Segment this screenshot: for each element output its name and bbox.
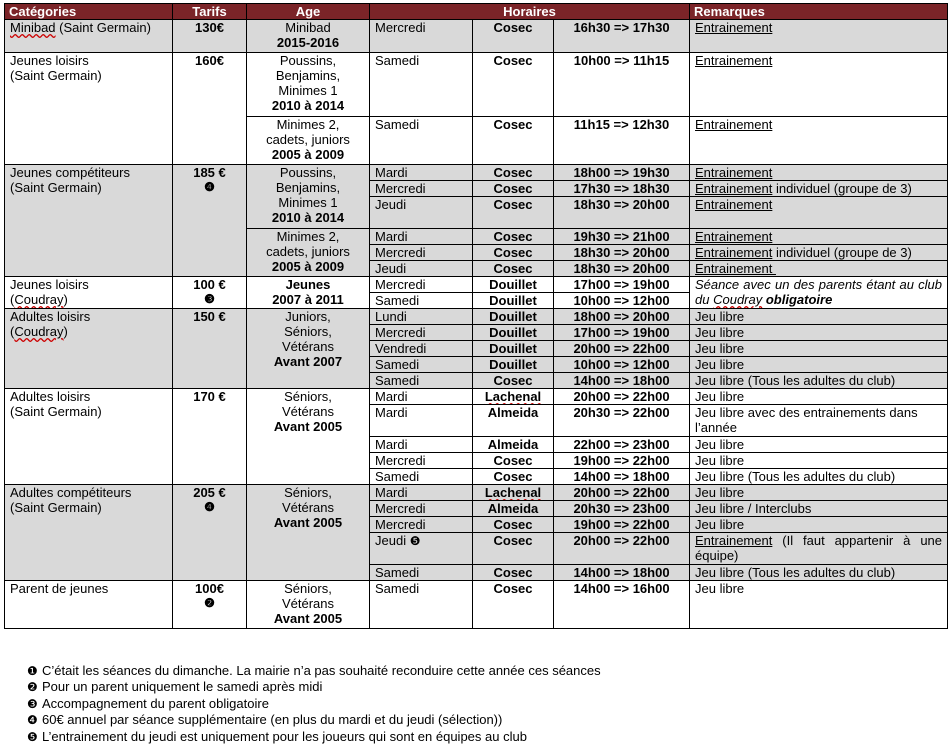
- remark-cell: Jeu libre: [690, 389, 948, 405]
- day-cell: Mercredi: [370, 453, 473, 469]
- remark-cell: Jeu libre: [690, 485, 948, 501]
- age-cell: [247, 581, 370, 629]
- category-cell: Jeunes compétiteurs (Saint Germain): [5, 165, 173, 277]
- day-cell: Lundi: [370, 309, 473, 325]
- footnotes: [27, 663, 601, 745]
- tarif-cell: [173, 485, 247, 581]
- remark-cell: Jeu libre (Tous les adultes du club): [690, 373, 948, 389]
- category-paren: ): [63, 292, 68, 307]
- age-years: Avant 2007: [273, 354, 343, 369]
- footnote-text: C’était les séances du dimanche. La mairie n’a pas souhaité reconduire cette année ces séances: [42, 663, 601, 678]
- time-cell: 10h00 => 11h15: [554, 53, 690, 117]
- time-cell: 14h00 => 18h00: [554, 469, 690, 485]
- footnote-text: Pour un parent uniquement le samedi après midi: [42, 679, 323, 695]
- age-years: 2005 à 2009: [271, 147, 345, 162]
- place-cell: Cosec: [473, 565, 554, 581]
- remark-emphasis: obligatoire: [765, 292, 833, 307]
- age-cell: [247, 485, 370, 581]
- footnote-item: [27, 729, 601, 745]
- remark-underlined: Entrainement: [695, 533, 773, 548]
- place-cell: Cosec: [473, 117, 554, 165]
- remark-cell: Entrainement: [690, 117, 948, 165]
- tarif-value: 100 €: [193, 277, 226, 292]
- footnote-item: [27, 663, 601, 679]
- time-cell: 14h00 => 16h00: [554, 581, 690, 629]
- day-cell: Mardi: [370, 389, 473, 405]
- category-paren: ): [63, 324, 68, 339]
- remark-cell: Entrainement: [690, 197, 948, 229]
- time-cell: 10h00 => 12h00: [554, 357, 690, 373]
- time-cell: 10h00 => 12h00: [554, 293, 690, 309]
- note-4-icon: ❹: [204, 500, 215, 514]
- category-cell: Parent de jeunes: [5, 581, 173, 629]
- category-location: Coudray: [14, 292, 64, 307]
- place-cell: Almeida: [473, 437, 554, 453]
- day-cell: Samedi: [370, 293, 473, 309]
- category-cell: [5, 277, 173, 309]
- tarif-value: 185 €: [193, 165, 226, 180]
- footnote-item: [27, 712, 601, 728]
- day-cell: Samedi: [370, 565, 473, 581]
- age-years: Avant 2005: [273, 515, 343, 530]
- day-cell: Mercredi: [370, 181, 473, 197]
- age-cell: [247, 309, 370, 389]
- place-cell: Cosec: [473, 165, 554, 181]
- remark-cell: [690, 181, 948, 197]
- note-3-icon: ❸: [204, 292, 215, 306]
- tarif-value: 100€: [195, 581, 224, 596]
- place-cell: Cosec: [473, 469, 554, 485]
- remark-cell: Jeu libre: [690, 357, 948, 373]
- note-5-icon: ❺: [409, 534, 421, 548]
- header-row: [5, 4, 948, 20]
- table-row: [5, 53, 948, 117]
- tarif-cell: [173, 581, 247, 629]
- time-cell: 20h00 => 22h00: [554, 533, 690, 565]
- place-cell: Cosec: [473, 261, 554, 277]
- time-cell: 18h30 => 20h00: [554, 197, 690, 229]
- day-cell: Samedi: [370, 373, 473, 389]
- footnote-item: [27, 679, 601, 695]
- remark-cell: Jeu libre avec des entrainements dans l’année: [690, 405, 948, 437]
- place-cell: Almeida: [473, 405, 554, 437]
- remark-cell: Jeu libre: [690, 581, 948, 629]
- day-cell: Mercredi: [370, 277, 473, 293]
- day-cell: Vendredi: [370, 341, 473, 357]
- category-cell: Adultes loisirs (Saint Germain): [5, 389, 173, 485]
- note-3-icon: ❸: [27, 696, 38, 711]
- table-row: [5, 277, 948, 293]
- day-cell: Mardi: [370, 229, 473, 245]
- time-cell: 11h15 => 12h30: [554, 117, 690, 165]
- time-cell: 18h30 => 20h00: [554, 245, 690, 261]
- age-years: Avant 2005: [273, 419, 343, 434]
- time-cell: 22h00 => 23h00: [554, 437, 690, 453]
- category-name: Minibad: [10, 20, 56, 35]
- time-cell: 18h00 => 20h00: [554, 309, 690, 325]
- place-cell: Cosec: [473, 533, 554, 565]
- tarif-cell: [173, 165, 247, 277]
- place-cell: Douillet: [473, 277, 554, 293]
- remark-cell: Entrainement: [690, 165, 948, 181]
- footnote-text: L’entrainement du jeudi est uniquement pour les joueurs qui sont en équipes au club: [42, 728, 527, 744]
- header-age: Age: [247, 4, 370, 20]
- age-years: 2007 à 2011: [272, 292, 344, 307]
- time-cell: 19h00 => 22h00: [554, 453, 690, 469]
- time-cell: 20h00 => 22h00: [554, 341, 690, 357]
- table-row: [5, 389, 948, 405]
- age-groups: Minibad: [285, 20, 331, 35]
- schedule-table: [4, 3, 948, 629]
- place-cell: Lachenal: [473, 389, 554, 405]
- day-cell: Mercredi: [370, 20, 473, 53]
- age-years: 2005 à 2009: [271, 259, 345, 274]
- category-location: Coudray: [14, 324, 64, 339]
- header-horaires: Horaires: [370, 4, 690, 20]
- tarif-cell: 170 €: [173, 389, 247, 485]
- tarif-cell: 130€: [173, 20, 247, 53]
- remark-text: (Il faut appartenir à une équipe): [695, 533, 943, 563]
- age-years: 2010 à 2014: [271, 210, 345, 225]
- age-cell: [247, 117, 370, 165]
- place-cell: Cosec: [473, 53, 554, 117]
- header-remarques: Remarques: [690, 4, 948, 20]
- time-cell: 17h00 => 19h00: [554, 277, 690, 293]
- category-name: Adultes loisirs (: [10, 309, 91, 339]
- header-tarifs: Tarifs: [173, 4, 247, 20]
- age-years: Avant 2005: [273, 611, 343, 626]
- age-cell: [247, 277, 370, 309]
- remark-cell: Entrainement: [690, 20, 948, 53]
- category-location: (Saint Germain): [55, 20, 151, 35]
- remark-cell: Jeu libre (Tous les adultes du club): [690, 469, 948, 485]
- table-row: [5, 309, 948, 325]
- age-groups: Minimes 2, cadets, juniors: [266, 117, 350, 147]
- place-cell: Cosec: [473, 245, 554, 261]
- age-groups: Séniors, Vétérans: [281, 389, 335, 419]
- time-cell: 20h00 => 22h00: [554, 389, 690, 405]
- note-4-icon: ❹: [204, 180, 215, 194]
- day-cell: Mardi: [370, 165, 473, 181]
- remark-cell: Entrainement: [690, 229, 948, 245]
- time-cell: 17h00 => 19h00: [554, 325, 690, 341]
- age-groups: Minimes 2, cadets, juniors: [266, 229, 350, 259]
- day-label: Jeudi: [375, 533, 407, 548]
- remark-cell: Jeu libre: [690, 453, 948, 469]
- age-cell: [247, 389, 370, 485]
- day-cell: Samedi: [370, 357, 473, 373]
- age-cell: [247, 53, 370, 117]
- footnote-text: 60€ annuel par séance supplémentaire (en plus du mardi et du jeudi (sélection)): [42, 712, 503, 728]
- remark-cell: Jeu libre: [690, 325, 948, 341]
- day-cell: Mercredi: [370, 245, 473, 261]
- day-cell: Mardi: [370, 405, 473, 437]
- note-1-icon: ❶: [27, 664, 38, 678]
- time-cell: 19h00 => 22h00: [554, 517, 690, 533]
- place-cell: Almeida: [473, 501, 554, 517]
- day-cell: Mercredi: [370, 501, 473, 517]
- day-cell: Mardi: [370, 437, 473, 453]
- place-cell: Cosec: [473, 581, 554, 629]
- day-cell: [370, 533, 473, 565]
- remark-underlined: Entrainement: [695, 181, 773, 196]
- age-groups: Séniors, Vétérans: [281, 581, 335, 611]
- age-groups: Séniors, Vétérans: [281, 485, 335, 515]
- age-groups: Poussins, Benjamins, Minimes 1: [275, 165, 341, 210]
- category-cell: Adultes compétiteurs (Saint Germain): [5, 485, 173, 581]
- tarif-cell: [173, 277, 247, 309]
- category-cell: [5, 20, 173, 53]
- age-years: 2015-2016: [276, 35, 340, 50]
- day-cell: Mercredi: [370, 325, 473, 341]
- place-cell: Douillet: [473, 309, 554, 325]
- remark-cell: Jeu libre: [690, 341, 948, 357]
- footnote-item: [27, 696, 601, 712]
- tarif-value: 205 €: [193, 485, 226, 500]
- note-5-icon: ❺: [27, 729, 38, 744]
- time-cell: 14h00 => 18h00: [554, 565, 690, 581]
- time-cell: 20h30 => 23h00: [554, 501, 690, 517]
- time-cell: 19h30 => 21h00: [554, 229, 690, 245]
- day-cell: Samedi: [370, 53, 473, 117]
- tarif-cell: 160€: [173, 53, 247, 165]
- age-cell: [247, 229, 370, 277]
- remark-cell: Jeu libre (Tous les adultes du club): [690, 565, 948, 581]
- place-cell: Cosec: [473, 373, 554, 389]
- place-cell: Cosec: [473, 20, 554, 53]
- place-cell: Lachenal: [473, 485, 554, 501]
- remark-text: individuel (groupe de 3): [772, 181, 912, 196]
- table-row: [5, 485, 948, 501]
- age-groups: Poussins, Benjamins, Minimes 1: [275, 53, 341, 98]
- remark-cell: Jeu libre: [690, 517, 948, 533]
- day-cell: Mardi: [370, 485, 473, 501]
- time-cell: 20h00 => 22h00: [554, 485, 690, 501]
- category-cell: Jeunes loisirs (Saint Germain): [5, 53, 173, 165]
- day-cell: Samedi: [370, 469, 473, 485]
- time-cell: 14h00 => 18h00: [554, 373, 690, 389]
- age-groups: Juniors, Séniors, Vétérans: [281, 309, 335, 354]
- age-cell: [247, 165, 370, 229]
- time-cell: 18h00 => 19h30: [554, 165, 690, 181]
- place-cell: Cosec: [473, 181, 554, 197]
- place-cell: Douillet: [473, 325, 554, 341]
- place-cell: Douillet: [473, 357, 554, 373]
- remark-text: individuel (groupe de 3): [772, 245, 912, 260]
- place-cell: Cosec: [473, 229, 554, 245]
- category-cell: [5, 309, 173, 389]
- remark-cell: Entrainement: [690, 261, 948, 277]
- table-row: [5, 165, 948, 181]
- age-groups: Jeunes: [285, 277, 331, 292]
- time-cell: 17h30 => 18h30: [554, 181, 690, 197]
- footnote-text: Accompagnement du parent obligatoire: [42, 695, 269, 711]
- day-cell: Mercredi: [370, 517, 473, 533]
- remark-underlined: Entrainement: [695, 245, 773, 260]
- table-row: [5, 20, 948, 53]
- age-cell: [247, 20, 370, 53]
- table-row: [5, 581, 948, 629]
- place-cell: Cosec: [473, 453, 554, 469]
- remark-text: Séance avec un des parents étant au club du: [695, 277, 943, 307]
- age-years: 2010 à 2014: [271, 98, 345, 113]
- day-cell: Samedi: [370, 117, 473, 165]
- place-cell: Douillet: [473, 293, 554, 309]
- place-cell: Douillet: [473, 341, 554, 357]
- day-cell: Jeudi: [370, 261, 473, 277]
- remark-cell: [690, 277, 948, 309]
- day-cell: Samedi: [370, 581, 473, 629]
- tarif-cell: 150 €: [173, 309, 247, 389]
- place-cell: Cosec: [473, 197, 554, 229]
- note-2-icon: ❷: [27, 680, 38, 695]
- remark-location: Coudray: [713, 292, 763, 307]
- note-2-icon: ❷: [204, 596, 215, 610]
- remark-cell: Jeu libre: [690, 437, 948, 453]
- header-categories: Catégories: [5, 4, 173, 20]
- time-cell: 16h30 => 17h30: [554, 20, 690, 53]
- remark-cell: [690, 245, 948, 261]
- remark-cell: Entrainement: [690, 53, 948, 117]
- time-cell: 18h30 => 20h00: [554, 261, 690, 277]
- note-4-icon: ❹: [27, 713, 38, 728]
- time-cell: 20h30 => 22h00: [554, 405, 690, 437]
- remark-cell: [690, 533, 948, 565]
- day-cell: Jeudi: [370, 197, 473, 229]
- remark-cell: Jeu libre / Interclubs: [690, 501, 948, 517]
- category-name: Jeunes loisirs (: [10, 277, 89, 307]
- remark-cell: Jeu libre: [690, 309, 948, 325]
- place-cell: Cosec: [473, 517, 554, 533]
